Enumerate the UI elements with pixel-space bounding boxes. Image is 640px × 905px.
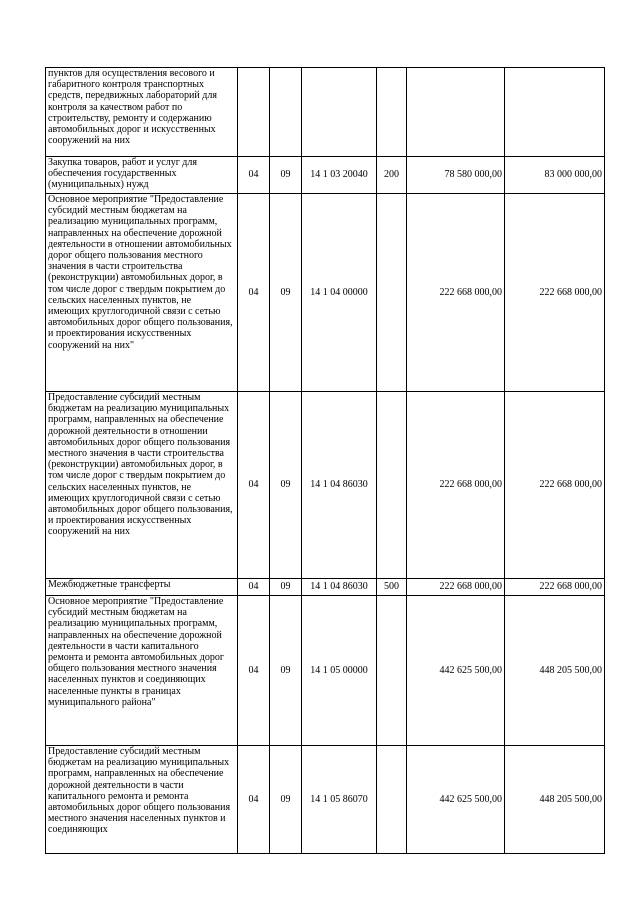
expense-type-cell [377, 746, 407, 854]
amount-year2-cell [505, 68, 605, 157]
section-code-cell: 04 [238, 596, 270, 746]
section-code-cell: 04 [238, 194, 270, 392]
amount-year1-cell: 78 580 000,00 [407, 157, 505, 194]
row-name-cell: Межбюджетные трансферты [46, 579, 238, 596]
amount-year2-cell: 448 205 500,00 [505, 596, 605, 746]
amount-year2-cell: 222 668 000,00 [505, 194, 605, 392]
amount-year2-cell: 448 205 500,00 [505, 746, 605, 854]
table-row [46, 392, 605, 579]
amount-year1-cell [407, 68, 505, 157]
budget-table [45, 67, 605, 854]
table-row [46, 68, 605, 157]
table-row [46, 746, 605, 854]
target-article-cell: 14 1 04 00000 [302, 194, 377, 392]
row-name-cell: Предоставление субсидий местным бюджетам на реализацию муниципальных программ, направленных на обеспечение дорожной деятельности в части капитального ремонта и ремонта автомобильных дорог общего пользования местного значения населенных пунктов и соединяющих [46, 746, 238, 854]
amount-year1-cell: 222 668 000,00 [407, 194, 505, 392]
row-name-cell: Основное мероприятие "Предоставление субсидий местным бюджетам на реализацию муниципальных программ, направленных на обеспечение дорожной деятельности в части капитального ремонта и ремонта автомобильных дорог общего пользования местного значения населенных пунктов и соединяющих населенные пункты в границах муниципального района" [46, 596, 238, 746]
subsection-code-cell [270, 68, 302, 157]
expense-type-cell [377, 194, 407, 392]
section-code-cell [238, 68, 270, 157]
subsection-code-cell: 09 [270, 579, 302, 596]
subsection-code-cell: 09 [270, 596, 302, 746]
subsection-code-cell: 09 [270, 157, 302, 194]
table-row [46, 157, 605, 194]
expense-type-cell: 200 [377, 157, 407, 194]
amount-year1-cell: 222 668 000,00 [407, 392, 505, 579]
amount-year1-cell: 222 668 000,00 [407, 579, 505, 596]
section-code-cell: 04 [238, 157, 270, 194]
amount-year2-cell: 222 668 000,00 [505, 392, 605, 579]
amount-year2-cell: 222 668 000,00 [505, 579, 605, 596]
expense-type-cell [377, 596, 407, 746]
target-article-cell: 14 1 04 86030 [302, 579, 377, 596]
section-code-cell: 04 [238, 579, 270, 596]
target-article-cell: 14 1 04 86030 [302, 392, 377, 579]
expense-type-cell [377, 392, 407, 579]
amount-year1-cell: 442 625 500,00 [407, 746, 505, 854]
subsection-code-cell: 09 [270, 392, 302, 579]
row-name-cell: пунктов для осуществления весового и габаритного контроля транспортных средств, передвижных лабораторий для контроля за качеством работ по строительству, ремонту и содержанию автомобильных дорог и искусственных сооружений на них [46, 68, 238, 157]
table-row [46, 596, 605, 746]
target-article-cell [302, 68, 377, 157]
amount-year2-cell: 83 000 000,00 [505, 157, 605, 194]
amount-year1-cell: 442 625 500,00 [407, 596, 505, 746]
row-name-cell: Закупка товаров, работ и услуг для обеспечения государственных (муниципальных) нужд [46, 157, 238, 194]
table-row [46, 579, 605, 596]
subsection-code-cell: 09 [270, 746, 302, 854]
target-article-cell: 14 1 05 00000 [302, 596, 377, 746]
table-row [46, 194, 605, 392]
row-name-cell: Основное мероприятие "Предоставление субсидий местным бюджетам на реализацию муниципальных программ, направленных на обеспечение дорожной деятельности в отношении автомобильных дорог общего пользования местного значения в части строительства (реконструкции) автомобильных дорог, в том числе дорог с твердым покрытием до сельских населенных пунктов, не имеющих круглогодичной связи с сетью автомобильных дорог общего пользования, и проектирования искусственных сооружений на них" [46, 194, 238, 392]
row-name-cell: Предоставление субсидий местным бюджетам на реализацию муниципальных программ, направленных на обеспечение дорожной деятельности в отношении автомобильных дорог общего пользования местного значения в части строительства (реконструкции) автомобильных дорог, в том числе дорог с твердым покрытием до сельских населенных пунктов, не имеющих круглогодичной связи с сетью автомобильных дорог общего пользования, и проектирования искусственных сооружений на них [46, 392, 238, 579]
expense-type-cell [377, 68, 407, 157]
target-article-cell: 14 1 05 86070 [302, 746, 377, 854]
section-code-cell: 04 [238, 392, 270, 579]
expense-type-cell: 500 [377, 579, 407, 596]
target-article-cell: 14 1 03 20040 [302, 157, 377, 194]
section-code-cell: 04 [238, 746, 270, 854]
subsection-code-cell: 09 [270, 194, 302, 392]
